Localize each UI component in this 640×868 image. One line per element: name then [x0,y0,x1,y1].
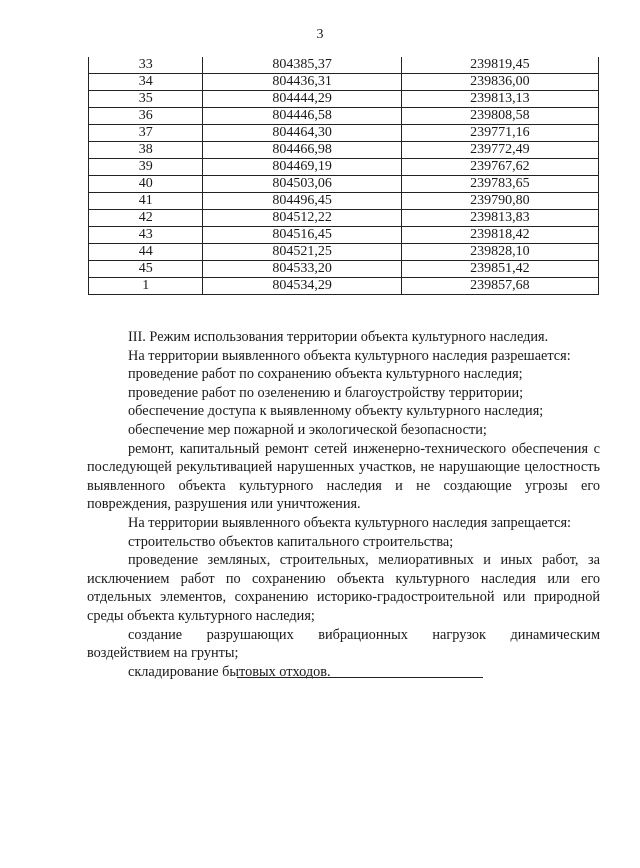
x-coordinate-cell: 804534,29 [203,278,401,295]
point-number-cell: 1 [89,278,203,295]
table-row [89,159,599,176]
prohibited-intro: На территории выявленного объекта культурного наследия запрещается: [128,514,572,531]
point-number-cell: 33 [89,57,203,74]
point-number-cell: 39 [89,159,203,176]
prohibited-item: создание разрушающих вибрационных нагрузок динамическим воздействием на грунты; [87,626,600,662]
table-row [89,261,599,278]
permitted-item: обеспечение мер пожарной и экологической безопасности; [128,421,487,438]
x-coordinate-cell: 804385,37 [203,57,401,74]
x-coordinate-cell: 804521,25 [203,244,401,261]
x-coordinate-cell: 804464,30 [203,125,401,142]
point-number-cell: 35 [89,91,203,108]
table-row [89,193,599,210]
x-coordinate-cell: 804436,31 [203,74,401,91]
point-number-cell: 43 [89,227,203,244]
table-row [89,74,599,91]
y-coordinate-cell: 239851,42 [401,261,598,278]
table-row [89,142,599,159]
y-coordinate-cell: 239767,62 [401,159,598,176]
table-row [89,278,599,295]
page-number: 3 [316,27,324,42]
point-number-cell: 40 [89,176,203,193]
table-row [89,108,599,125]
point-number-cell: 38 [89,142,203,159]
y-coordinate-cell: 239783,65 [401,176,598,193]
table-row [89,91,599,108]
table-row [89,244,599,261]
section-heading: III. Режим использования территории объекта культурного наследия. [128,329,549,345]
y-coordinate-cell: 239819,45 [401,57,598,74]
end-separator-line [237,677,483,678]
y-coordinate-cell: 239813,13 [401,91,598,108]
point-number-cell: 37 [89,125,203,142]
y-coordinate-cell: 239836,00 [401,74,598,91]
point-number-cell: 45 [89,261,203,278]
y-coordinate-cell: 239790,80 [401,193,598,210]
table-row [89,125,599,142]
permitted-item: обеспечение доступа к выявленному объекту культурного наследия; [128,403,544,420]
table-row [89,176,599,193]
point-number-cell: 41 [89,193,203,210]
point-number-cell: 36 [89,108,203,125]
prohibited-item: складирование бытовых отходов. [128,663,331,680]
x-coordinate-cell: 804516,45 [203,227,401,244]
x-coordinate-cell: 804512,22 [203,210,401,227]
y-coordinate-cell: 239818,42 [401,227,598,244]
coordinates-table [88,57,599,295]
y-coordinate-cell: 239808,58 [401,108,598,125]
x-coordinate-cell: 804446,58 [203,108,401,125]
y-coordinate-cell: 239828,10 [401,244,598,261]
table-row [89,227,599,244]
x-coordinate-cell: 804444,29 [203,91,401,108]
y-coordinate-cell: 239857,68 [401,278,598,295]
permitted-item: проведение работ по сохранению объекта культурного наследия; [128,366,523,383]
x-coordinate-cell: 804469,19 [203,159,401,176]
prohibited-item: строительство объектов капитального строительства; [128,533,454,550]
prohibited-item: проведение земляных, строительных, мелиоративных и иных работ, за исключением работ по сохранению объекта культурного наследия или его отдельных элементов, сохранению историко-градостроительной или природной среды объекта культурного наследия; [87,552,600,624]
x-coordinate-cell: 804466,98 [203,142,401,159]
point-number-cell: 44 [89,244,203,261]
x-coordinate-cell: 804533,20 [203,261,401,278]
table-row [89,57,599,74]
x-coordinate-cell: 804496,45 [203,193,401,210]
permitted-item: ремонт, капитальный ремонт сетей инженерно-технического обеспечения с последующей рекультивацией нарушенных участков, не нарушающие целостность выявленного объекта культурного наследия и не создающие угрозы его повреждения, разрушения или уничтожения. [87,440,600,513]
point-number-cell: 42 [89,210,203,227]
table-row [89,210,599,227]
permitted-item: проведение работ по озеленению и благоустройству территории; [128,384,524,401]
x-coordinate-cell: 804503,06 [203,176,401,193]
y-coordinate-cell: 239813,83 [401,210,598,227]
point-number-cell: 34 [89,74,203,91]
permitted-intro: На территории выявленного объекта культурного наследия разрешается: [128,347,571,364]
y-coordinate-cell: 239772,49 [401,142,598,159]
y-coordinate-cell: 239771,16 [401,125,598,142]
land-use-regime-section [87,328,600,681]
